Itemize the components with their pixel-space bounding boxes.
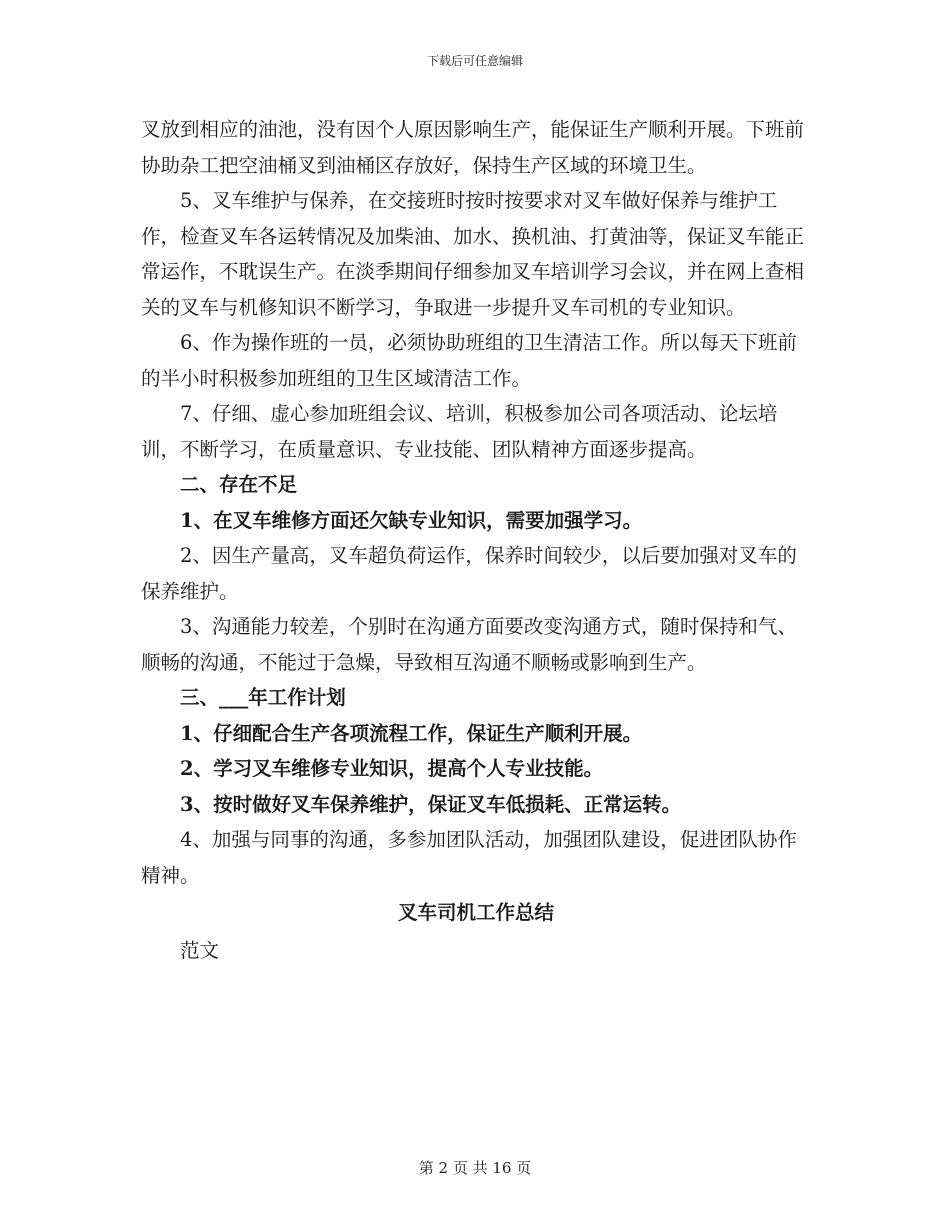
- sample-label: 范文: [180, 938, 220, 962]
- paragraph-item-5: 5、叉车维护与保养，在交接班时按时按要求对叉车做好保养与维护工作，检查叉车各运转情况及加柴油、加水、换机油、打黄油等，保证叉车能正常运作，不耽误生产。在淡季期间仔细参加叉车培训学习会议，并在网上查相关的叉车与机修知识不断学习，争取进一步提升叉车司机的专业知识。: [141, 189, 805, 319]
- plan-item-1: 1、仔细配合生产各项流程工作，保证生产顺利开展。: [180, 721, 643, 745]
- page-footer: 第 2 页 共 16 页: [418, 1159, 532, 1177]
- paragraph-item-6: 6、作为操作班的一员，必须协助班组的卫生清洁工作。所以每天下班前的半小时积极参加班组的卫生区域清洁工作。: [141, 331, 797, 390]
- section-heading-shortcomings: 二、存在不足: [180, 473, 298, 496]
- plan-item-4: 4、加强与同事的沟通，多参加团队活动，加强团队建设，促进团队协作精神。: [141, 828, 797, 887]
- document-title: 叉车司机工作总结: [397, 901, 554, 924]
- paragraph-continuation: 叉放到相应的油池，没有因个人原因影响生产，能保证生产顺利开展。下班前协助杂工把空油桶叉到油桶区存放好，保持生产区域的环境卫生。: [141, 118, 805, 177]
- paragraph-item-7: 7、仔细、虚心参加班组会议、培训，积极参加公司各项活动、论坛培训，不断学习，在质量意识、专业技能、团队精神方面逐步提高。: [141, 402, 778, 461]
- shortcoming-item-3: 3、沟通能力较差，个别时在沟通方面要改变沟通方式，随时保持和气、顺畅的沟通，不能过于急燥，导致相互沟通不顺畅或影响到生产。: [141, 615, 797, 674]
- plan-item-3: 3、按时做好叉车保养维护，保证叉车低损耗、正常运转。: [180, 792, 682, 816]
- document-body: [141, 112, 811, 968]
- section-heading-plan: 三、___年工作计划: [180, 686, 346, 709]
- shortcoming-item-1: 1、在叉车维修方面还欠缺专业知识，需要加强学习。: [180, 508, 643, 532]
- shortcoming-item-2: 2、因生产量高，叉车超负荷运作，保养时间较少，以后要加强对叉车的保养维护。: [141, 544, 797, 603]
- page-header: 下载后可任意编辑: [426, 54, 523, 68]
- plan-item-2: 2、学习叉车维修专业知识，提高个人专业技能。: [180, 757, 604, 780]
